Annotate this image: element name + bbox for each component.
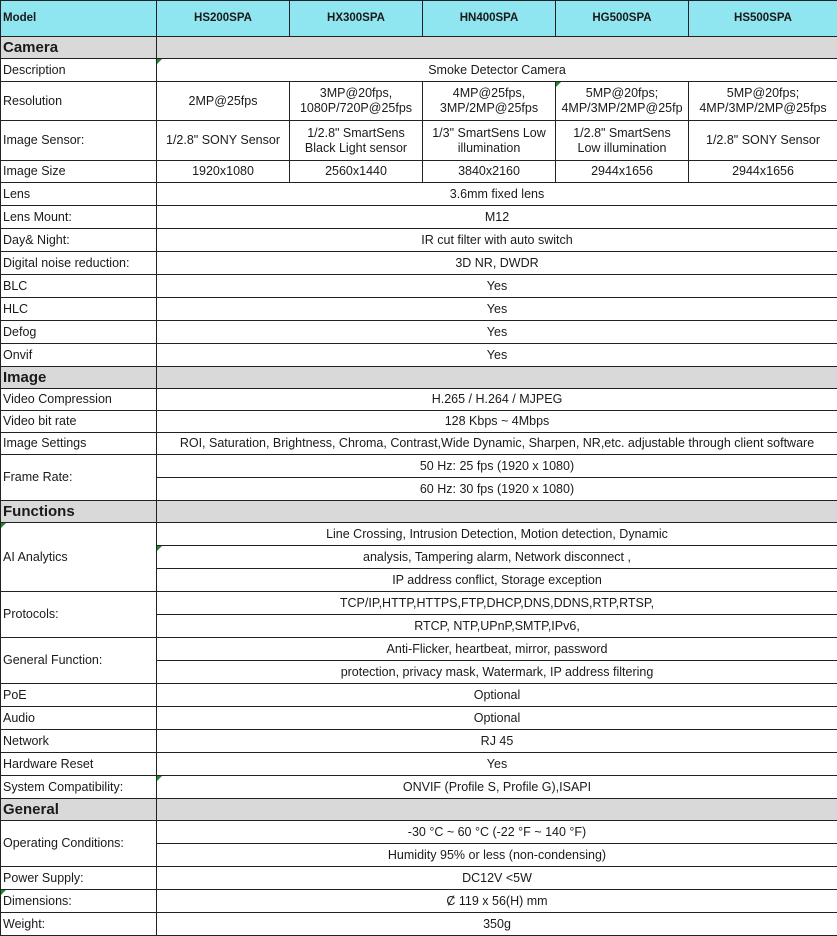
spec-value: M12 bbox=[157, 206, 837, 229]
spec-value: RJ 45 bbox=[157, 730, 837, 753]
spec-value: 3D NR, DWDR bbox=[157, 252, 837, 275]
spec-row bbox=[1, 455, 837, 478]
spec-row bbox=[1, 707, 837, 730]
spec-label: Onvif bbox=[1, 344, 157, 367]
spec-value: 3840x2160 bbox=[423, 161, 556, 183]
spec-label: PoE bbox=[1, 684, 157, 707]
section-camera bbox=[1, 37, 837, 59]
spec-value: 1/2.8" SONY Sensor bbox=[157, 121, 290, 161]
spec-value: Ȼ 119 x 56(H) mm bbox=[157, 890, 837, 913]
spec-label: Weight: bbox=[1, 913, 157, 936]
spec-row bbox=[1, 730, 837, 753]
spec-value: Line Crossing, Intrusion Detection, Motion detection, Dynamic bbox=[157, 523, 837, 546]
spec-label: Power Supply: bbox=[1, 867, 157, 890]
spec-row bbox=[1, 638, 837, 661]
spec-value: 1/2.8" SONY Sensor bbox=[689, 121, 837, 161]
spec-value: Optional bbox=[157, 684, 837, 707]
spec-label: Image Settings bbox=[1, 433, 157, 455]
spec-value: 50 Hz: 25 fps (1920 x 1080) bbox=[157, 455, 837, 478]
spec-label: General Function: bbox=[1, 638, 157, 684]
spec-label: Network bbox=[1, 730, 157, 753]
spec-row bbox=[1, 206, 837, 229]
spec-value: Anti-Flicker, heartbeat, mirror, password bbox=[157, 638, 837, 661]
spec-row bbox=[1, 776, 837, 799]
spec-label: AI Analytics bbox=[1, 523, 157, 592]
spec-value: Smoke Detector Camera bbox=[157, 59, 837, 82]
spec-value: Yes bbox=[157, 298, 837, 321]
spec-label: BLC bbox=[1, 275, 157, 298]
model-name: HS200SPA bbox=[157, 1, 290, 37]
spec-value: 2560x1440 bbox=[290, 161, 423, 183]
spec-row bbox=[1, 433, 837, 455]
spec-row bbox=[1, 321, 837, 344]
section-title: General bbox=[1, 799, 157, 821]
spec-value: 60 Hz: 30 fps (1920 x 1080) bbox=[157, 478, 837, 501]
spec-row bbox=[1, 411, 837, 433]
spec-row bbox=[1, 913, 837, 936]
spec-value: Humidity 95% or less (non-condensing) bbox=[157, 844, 837, 867]
spec-value: Yes bbox=[157, 753, 837, 776]
spec-label: Dimensions: bbox=[1, 890, 157, 913]
section-image bbox=[1, 367, 837, 389]
section-general bbox=[1, 799, 837, 821]
section-functions bbox=[1, 501, 837, 523]
spec-value: ONVIF (Profile S, Profile G),ISAPI bbox=[157, 776, 837, 799]
spec-label: HLC bbox=[1, 298, 157, 321]
spec-label: System Compatibility: bbox=[1, 776, 157, 799]
spec-label: Image Size bbox=[1, 161, 157, 183]
spec-value: 5MP@20fps; 4MP/3MP/2MP@25fp bbox=[556, 82, 689, 121]
spec-row bbox=[1, 121, 837, 161]
spec-value: 2944x1656 bbox=[689, 161, 837, 183]
spec-value: TCP/IP,HTTP,HTTPS,FTP,DHCP,DNS,DDNS,RTP,RTSP, bbox=[157, 592, 837, 615]
model-label: Model bbox=[1, 1, 157, 37]
spec-row bbox=[1, 890, 837, 913]
spec-row bbox=[1, 183, 837, 206]
spec-row bbox=[1, 389, 837, 411]
spec-label: Video bit rate bbox=[1, 411, 157, 433]
spec-value: 350g bbox=[157, 913, 837, 936]
spec-row bbox=[1, 684, 837, 707]
model-name: HX300SPA bbox=[290, 1, 423, 37]
spec-label: Defog bbox=[1, 321, 157, 344]
spec-row bbox=[1, 592, 837, 615]
spec-label: Description bbox=[1, 59, 157, 82]
model-name: HS500SPA bbox=[689, 1, 837, 37]
section-title: Functions bbox=[1, 501, 157, 523]
header-row bbox=[1, 1, 837, 37]
spec-value: Yes bbox=[157, 275, 837, 298]
spec-row bbox=[1, 275, 837, 298]
spec-value: 1/3" SmartSens Low illumination bbox=[423, 121, 556, 161]
spec-value: analysis, Tampering alarm, Network disconnect , bbox=[157, 546, 837, 569]
spec-value: Optional bbox=[157, 707, 837, 730]
spec-value: 1920x1080 bbox=[157, 161, 290, 183]
spec-label: Audio bbox=[1, 707, 157, 730]
spec-value: 5MP@20fps; 4MP/3MP/2MP@25fps bbox=[689, 82, 837, 121]
spec-row bbox=[1, 523, 837, 546]
spec-value: DC12V <5W bbox=[157, 867, 837, 890]
spec-value: 3MP@20fps, 1080P/720P@25fps bbox=[290, 82, 423, 121]
model-name: HG500SPA bbox=[556, 1, 689, 37]
spec-row bbox=[1, 821, 837, 844]
spec-row bbox=[1, 344, 837, 367]
spec-label: Lens Mount: bbox=[1, 206, 157, 229]
spec-row bbox=[1, 298, 837, 321]
spec-label: Frame Rate: bbox=[1, 455, 157, 501]
spec-value: protection, privacy mask, Watermark, IP address filtering bbox=[157, 661, 837, 684]
spec-value: 2MP@25fps bbox=[157, 82, 290, 121]
spec-value: 4MP@25fps, 3MP/2MP@25fps bbox=[423, 82, 556, 121]
spec-label: Digital noise reduction: bbox=[1, 252, 157, 275]
spec-label: Operating Conditions: bbox=[1, 821, 157, 867]
section-title: Image bbox=[1, 367, 157, 389]
spec-value: H.265 / H.264 / MJPEG bbox=[157, 389, 837, 411]
spec-value: IP address conflict, Storage exception bbox=[157, 569, 837, 592]
spec-value: 1/2.8" SmartSens Low illumination bbox=[556, 121, 689, 161]
spec-value: Yes bbox=[157, 344, 837, 367]
model-name: HN400SPA bbox=[423, 1, 556, 37]
spec-label: Lens bbox=[1, 183, 157, 206]
spec-label: Protocols: bbox=[1, 592, 157, 638]
spec-value: 3.6mm fixed lens bbox=[157, 183, 837, 206]
spec-row bbox=[1, 753, 837, 776]
spec-value: -30 °C ~ 60 °C (-22 °F ~ 140 °F) bbox=[157, 821, 837, 844]
spec-value: IR cut filter with auto switch bbox=[157, 229, 837, 252]
spec-row bbox=[1, 229, 837, 252]
spec-value: Yes bbox=[157, 321, 837, 344]
spec-value: 1/2.8" SmartSens Black Light sensor bbox=[290, 121, 423, 161]
spec-value: 2944x1656 bbox=[556, 161, 689, 183]
spec-row bbox=[1, 82, 837, 121]
section-title: Camera bbox=[1, 37, 157, 59]
spec-row bbox=[1, 252, 837, 275]
spec-value: 128 Kbps ~ 4Mbps bbox=[157, 411, 837, 433]
spec-label: Video Compression bbox=[1, 389, 157, 411]
spec-label: Resolution bbox=[1, 82, 157, 121]
spec-label: Image Sensor: bbox=[1, 121, 157, 161]
spec-row bbox=[1, 867, 837, 890]
spec-row bbox=[1, 59, 837, 82]
spec-value: RTCP, NTP,UPnP,SMTP,IPv6, bbox=[157, 615, 837, 638]
spec-row bbox=[1, 161, 837, 183]
spec-label: Day& Night: bbox=[1, 229, 157, 252]
spec-value: ROI, Saturation, Brightness, Chroma, Contrast,Wide Dynamic, Sharpen, NR,etc. adjustable through client software bbox=[157, 433, 837, 455]
spec-label: Hardware Reset bbox=[1, 753, 157, 776]
